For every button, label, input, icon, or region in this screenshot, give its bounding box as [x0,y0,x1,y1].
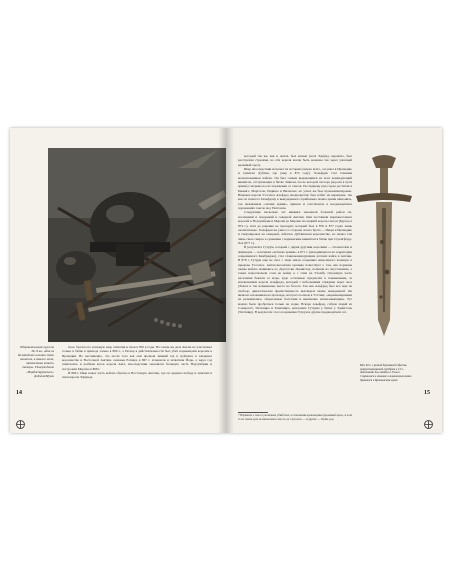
ornament-icon [16,420,25,429]
paragraph: Ивар впоследствии исчезает из истории (скорее всего, он ушел в Ирландию и захватил Дублин, где умер в 873 году). Хальфдан стал главным военачальником войска. Он был самым выдающимся из всех командующий викингов, отступающих в битве Эшшом, после которой пастора (короля в пути армию) сыгрыва после поражения от саксов. Последнему ряд годом достигли в Бакингэ, Марготон, Ридинге и Вильтоне, но успех же был прокомментирован. Впервые короля Уэссекса Альфред неоднократно был побит на переправе, так как он помогал Хальфдану к вынужденного прибыльна пожна армия шпионить, так называемая «летняя армия», пришла и участвовала в неоднократных поражениях саксов под Уилтоном. [238,167,352,211]
book-gutter [218,128,234,433]
paragraph: Следующие несколько лет викинги завоевали большой район см. посещений и покорений в северной Англии. Они поставили марионеточных королей в Нортумбрии и Мерсии (в Мерсии последний король-саксон (Бургед в 874 г.), хотя до ранения не проходит, который был в 876 и 877 годах лишь окончательно. Хальфдан же ушел со стороны своего брата — Ивара в Ирландию и спекулировал на северной, заботясь Дублинском королевстве, но нашел там лишь свою смерть в сражении с норвежским викингом в битве при Стренгфорд-Лох (877 г.). [238,210,352,245]
paragraph: тнал, брался его и вновую кмр, захватив и план в 850 к годы. На самом же деле Англы не участвовал только в битве в приходе только в 866 г., а Рагнар в действительности был убит норвежцами королем в Ирландии. Но несомненно, что после того как они провели зимний год в грабежах в западных королевства и Восточной Англии, сыновья Рагнара в 867 г. атаковали и захватили Йорк, а через год сквитались и разбили касок короля Англ, впоследствии окончился большую часть Нортумбрии и построили Мерсию в 868 г. [62,345,212,371]
paragraph: который так же, как и Аелла, был казнен (хотя Эдмунд, вероятно, был расстрелян стрелами, но оба короля могли быть казнены так через ужасный кровавый орел). [238,154,352,167]
right-body-text [238,154,352,315]
left-body-text [62,345,212,380]
weapons-photo [48,148,228,342]
sword-photo [352,152,416,388]
ornament-icon [424,420,433,429]
page-number-right: 15 [424,390,430,396]
photo-caption: Оборонительное оружие IX–X вв., один из богатейших шлемов эпохи викингов, а также мечи, наконечники копий и топоры. Утверждение «Нордиструмского» Дейхеля/Музеи [17,345,54,378]
sword-illustration [352,152,416,388]
footnote: ¹⁾ Варианты о чем-то различных убийствах, в отношении кровожадные (кровавый орел», и хотя то на самом деле не имели много места, не случалось — и другие. — Прим. ред. [238,414,352,421]
footnote-rule [238,412,268,413]
page-number-left: 14 [16,390,22,396]
paragraph: В результате Гутрум, который с двумя другими королями — Осокетелем и Анвендом — возглавил «летнюю армию» в 871 г. (находившуюся на территории современного Кембриджа), стал главнокомандующим датских войск в Англии. В 878 г. Гутрум еще не смог с лица земли соперника нанесенного военную в пределы Уэссекса. Англосаксонская хроника повествует о том, как норманы шашы войска появились по Дорсетски Лорнистед, полняли на опустошение, а также повествовали соли на войну в с этим на Учамбу. Огромную часть населения бежали за море, куда остальные предпочли в повиновение, за исключением короля Альфреда, который с небольшими отрядами через лесa убежал в так называемые места на болота. Так как Альфред был все еще на свободе, династическая преемственность выглядела менее ненадежной. Он являлся заложником на прохладе, которого полном в Уэттинг, «неравномерными не разжимались, оберегаемые болотами и неизменно испытывающим». Тут можно было пробраться только на лодке. Вскоре Альфред, собрав людей из Сомерсета, Уилтшира и Хэмпшира, разгромил Гутрума у битве у Эдингтона (Уилтшир). В результате этого поражения Гутрум и другие предводители зат- [238,245,352,315]
sword-caption: Меч XI в. с резной деревянной эфесом, инкрустированной серебром и 13 в. датчанами был найден в Уэльсе. Сохранился в Алнвике в Алнвикском замке. Хранится в Британском музее [360,363,412,382]
paragraph: И 869 г. Ивар повел часть войска обратно в Восточную Англию, где он одержал победу и захватил в плен короля Эдмунда, [62,371,212,380]
book-spread [10,128,442,433]
weapons-illustration [48,148,228,342]
left-page [10,128,226,433]
